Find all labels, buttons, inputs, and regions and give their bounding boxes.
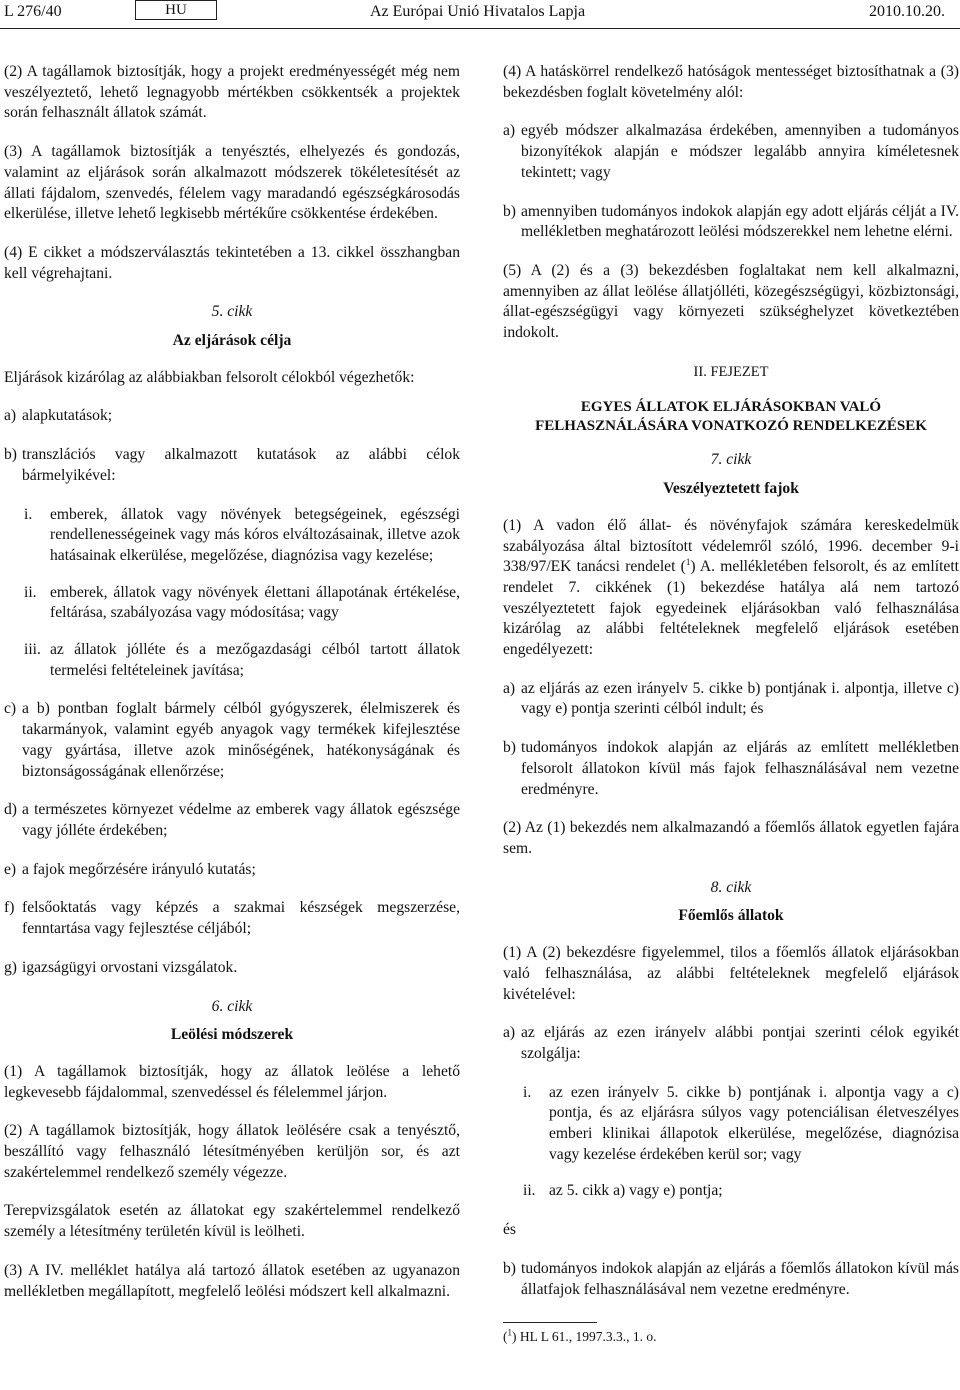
header-rule [0, 28, 960, 29]
article-number: 7. cikk [710, 451, 752, 469]
article-title: Főemlős állatok [678, 907, 784, 925]
sub-list-label: i. [523, 1083, 532, 1101]
list-text: amennyiben tudományos indokok alapján egy adott eljárás célját a IV. mellékletben meghatározott leölési módszerekkel nem lehetne elérni. [521, 202, 959, 241]
list-text: alapkutatások; [22, 407, 113, 425]
page-header [0, 0, 960, 26]
paragraph: (2) A tagállamok biztosítják, hogy a projekt eredményességét még nem veszélyeztető, lehető legnagyobb mértékben csökkentsék a projektek során felhasznált állatok számát. [4, 63, 460, 122]
sub-list-label: ii. [523, 1182, 536, 1200]
list-item [503, 738, 959, 800]
list-text: tudományos indokok alapján az eljárás az említett mellékletben felsorolt állatokon kívül más fajok felhasználásával nem vezetne eredményre. [521, 739, 959, 798]
paragraph: (2) A tagállamok biztosítják, hogy állatok leölésére csak a tenyésztő, beszállító vagy felhasználó létesítményében kerüljön sor, és azt szakértelemmel rendelkező személy végezze. [4, 1122, 460, 1181]
sub-list-text: az 5. cikk a) vagy e) pontja; [549, 1182, 723, 1200]
sub-list [24, 505, 460, 682]
list-label: a) [503, 679, 516, 697]
list-text: a természetes környezet védelme az emberek vagy állatok egészsége vagy jólléte érdekében; [22, 801, 460, 839]
list-text: a fajok megőrzésére irányuló kutatás; [22, 860, 256, 878]
list-text: egyéb módszer alkalmazása érdekében, amennyiben a tudományos bizonyítékok alapján e módszer legalább annyira kíméletesnek tekintett; vagy [521, 122, 959, 181]
footnote-rule [503, 1322, 597, 1323]
sub-list-item [24, 640, 460, 681]
paragraph-text: (1) A vadon élő állat- és növényfajok számára kereskedelmük szabályozása által biztosított védelemről szóló, 1996. december 9-i 338/97/EK tanácsi rendelet ( [503, 516, 959, 576]
list-label: b) [503, 739, 516, 757]
paragraph-with-footnote [503, 516, 959, 661]
list-item [4, 445, 460, 486]
paragraph: (1) A (2) bekezdésre figyelemmel, tilos a főemlős állatok eljárásokban való felhasználása, az alábbi feltételeknek megfelelő eljárások kivételével: [503, 944, 959, 1003]
paragraph: (2) Az (1) bekezdés nem alkalmazandó a főemlős állatok egyetlen fajára sem. [503, 819, 959, 857]
list-label: g) [4, 958, 17, 976]
paragraph: (3) A tagállamok biztosítják a tenyésztés, elhelyezés és gondozás, valamint az eljárások során alkalmazott módszerek tökéletesítését az állati fájdalom, szenvedés, félelem vagy maradandó egészségkárosodás elkerülése, illetve lehető legkisebb mértékűre csökkentése érdekében. [4, 143, 460, 223]
sub-list-text: az ezen irányelv 5. cikke b) pontjának i. alpontja vagy a c) pontja, és az eljárásra súlyos vagy potenciálisan életveszélyes emberi klinikai állapotok elkerülése, megelőzése, diagnózisa vagy kezelése érdekében kerül sor; vagy [549, 1083, 959, 1163]
list-item [503, 1259, 959, 1300]
list-label: e) [4, 860, 17, 878]
list-text: az eljárás az ezen irányelv alábbi pontjai szerinti célok egyikét szolgálja: [521, 1024, 959, 1062]
footnote-text: ) HL L 61., 1997.3.3., 1. o. [512, 1329, 657, 1345]
list-text: az eljárás az ezen irányelv 5. cikke b) pontjának i. alpontja, illetve c) vagy e) pontja szerinti célból indult; és [521, 679, 959, 718]
right-column [503, 62, 959, 1345]
list-text: transzlációs vagy alkalmazott kutatások az alábbi célok bármelyikével: [22, 446, 460, 484]
sub-list-item [24, 583, 460, 624]
list-item [4, 898, 460, 939]
list-item [503, 202, 959, 243]
article-number: 8. cikk [710, 878, 752, 896]
conjunction: és [503, 1221, 516, 1239]
article-title: Az eljárások célja [172, 332, 292, 350]
list-text: tudományos indokok alapján az eljárás a főemlős állatokon kívül más állatfajok felhasználásával nem vezetne eredményre. [521, 1259, 959, 1298]
paragraph: (4) A hatáskörrel rendelkező hatóságok mentességet biztosíthatnak a (3) bekezdésben foglalt követelmény alól: [503, 63, 959, 101]
paragraph: (3) A IV. melléklet hatálya alá tartozó állatok esetében az ugyanazon mellékletben megállapított, megfelelő leölési módszert kell alkalmazni. [4, 1261, 460, 1300]
sub-list-label: ii. [24, 583, 37, 601]
chapter-number: II. FEJEZET [693, 363, 769, 380]
page-reference: L 276/40 [4, 3, 62, 20]
list-text: a b) pontban foglalt bármely célból gyógyszerek, élelmiszerek és takarmányok, valamint egyéb anyagok vagy termékek kifejlesztése vagy gyártása, illetve azok minőségének, hatékonyságának és biztonságosságának ellenőrzése; [22, 700, 460, 780]
paragraph-text: ) A. mellékletében felsorolt, és az említett rendelet 7. cikkének (1) bekezdése hatálya alá nem tartozó veszélyeztetett fajok egyedeinek eljárásokban való felhasználása kizárólag az alábbi feltételeknek megfelelő eljárások esetében engedélyezett: [503, 558, 959, 659]
article-number: 5. cikk [211, 303, 253, 321]
paragraph: (4) E cikket a módszerválasztás tekintetében a 13. cikkel összhangban kell végrehajtani. [4, 243, 460, 282]
paragraph: Eljárások kizárólag az alábbiakban felsorolt célokból végezhetők: [4, 368, 415, 386]
chapter-title: EGYES ÁLLATOK ELJÁRÁSOKBAN VALÓ FELHASZNÁLÁSÁRA VONATKOZÓ RENDELKEZÉSEK [535, 399, 927, 435]
sub-list-text: az állatok jólléte és a mezőgazdasági célból tartott állatok termelési feltételeinek javítása; [50, 641, 460, 679]
list-item [4, 406, 460, 427]
paragraph: (1) A tagállamok biztosítják, hogy az állatok leölése a lehető legkevesebb fájdalommal, szenvedéssel és félelemmel járjon. [4, 1062, 460, 1101]
left-column [4, 62, 460, 1320]
list-item [4, 699, 460, 782]
footnote [503, 1329, 959, 1345]
article-title: Leölési módszerek [170, 1026, 294, 1044]
footnote-number: 1 [507, 1327, 512, 1338]
list-label: b) [503, 1259, 516, 1277]
list-text: felsőoktatás vagy képzés a szakmai készségek megszerzése, fenntartása vagy fejlesztése céljából; [22, 899, 460, 938]
list-label: d) [4, 801, 17, 819]
list-item [503, 1023, 959, 1064]
list-item [4, 860, 460, 881]
paragraph: (5) A (2) és a (3) bekezdésben foglaltakat nem kell alkalmazni, amennyiben az állat leölése állatjólléti, közegészségügyi, közbiztonsági, állat-egészségügyi vagy környezeti szükséghelyzet következtében indokolt. [503, 261, 959, 342]
list-label: a) [503, 122, 516, 140]
sub-list [523, 1083, 959, 1203]
list-item [503, 121, 959, 183]
list-label: c) [4, 700, 17, 718]
sub-list-item [24, 505, 460, 567]
footnote-reference[interactable]: 1 [685, 557, 691, 568]
list-label: a) [4, 407, 17, 425]
list-item [503, 679, 959, 720]
journal-title: Az Európai Unió Hivatalos Lapja [370, 3, 586, 20]
sub-list-item [523, 1083, 959, 1166]
sub-list-item [523, 1181, 959, 1202]
sub-list-label: iii. [24, 641, 41, 659]
publication-date: 2010.10.20. [869, 3, 945, 20]
sub-list-label: i. [24, 505, 33, 523]
list-text: igazságügyi orvostani vizsgálatok. [22, 958, 238, 976]
list-label: b) [503, 202, 516, 220]
article-number: 6. cikk [211, 997, 253, 1015]
list-item [4, 958, 460, 979]
list-label: f) [4, 899, 15, 917]
footnote-paren: ( [503, 1329, 508, 1345]
list-label: b) [4, 446, 17, 464]
article-title: Veszélyeztetett fajok [663, 480, 799, 498]
list-label: a) [503, 1024, 516, 1042]
sub-list-text: emberek, állatok vagy növények élettani állapotának értékelése, feltárása, szabályozása vagy módosítása; vagy [50, 583, 460, 622]
list-item [4, 800, 460, 841]
sub-list-text: emberek, állatok vagy növények betegségeinek, egészségi rendellenességeinek vagy más kóros elváltozásainak, illetve azok hatásainak elkerülése, megelőzése, diagnózisa vagy kezelése; [50, 505, 460, 564]
paragraph: Terepvizsgálatok esetén az állatokat egy szakértelemmel rendelkező személy a létesítmény területén kívül is leölheti. [4, 1202, 460, 1241]
language-code-box: HU [135, 0, 217, 20]
